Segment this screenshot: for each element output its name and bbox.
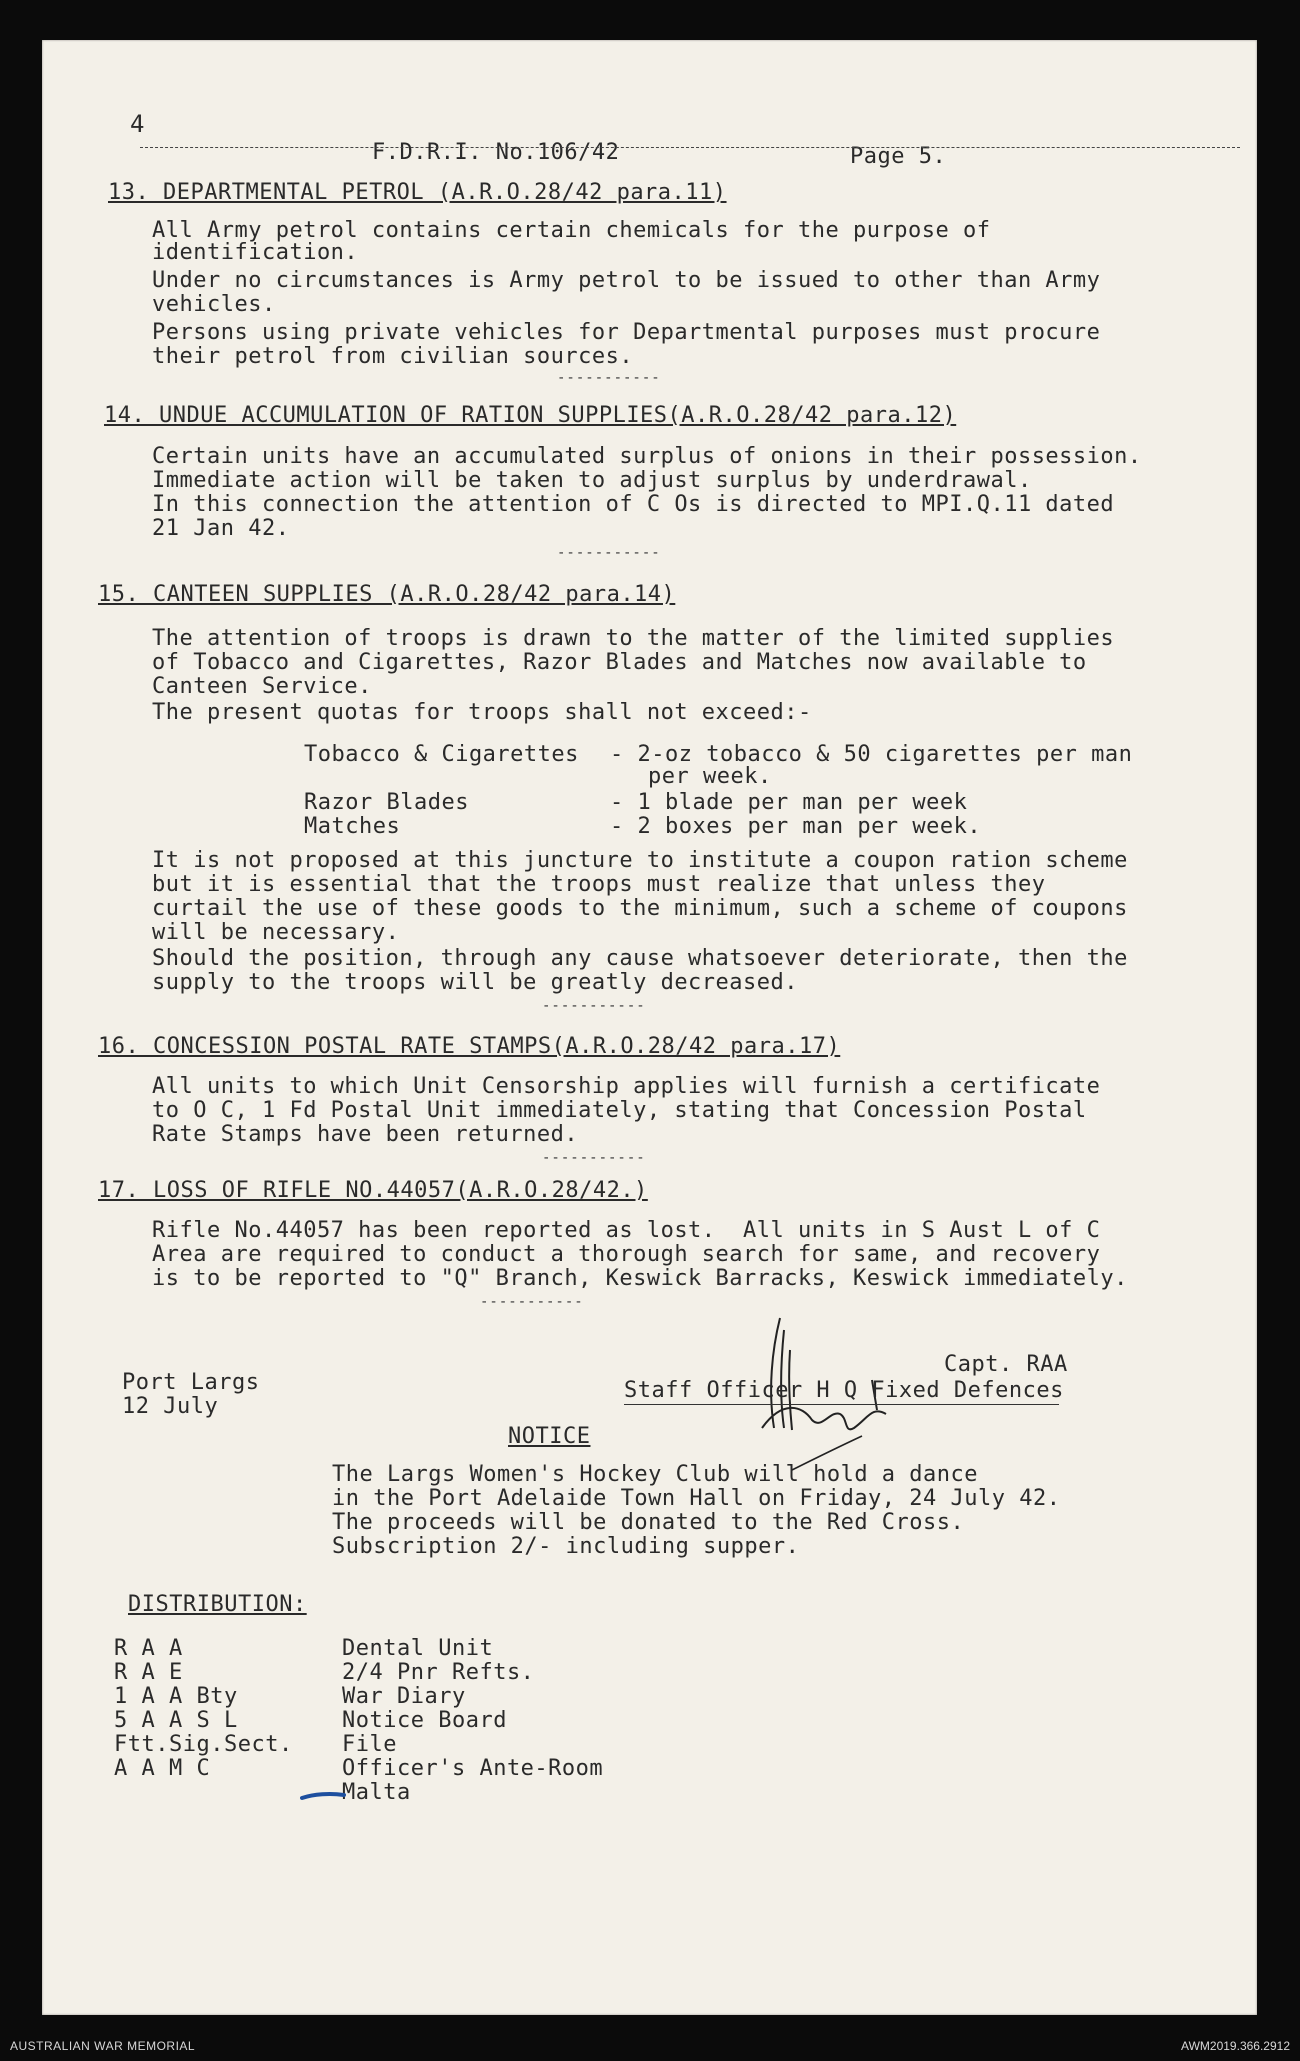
distribution-item: 1 A A Bty	[114, 1684, 238, 1709]
distribution-item: R A E	[114, 1660, 183, 1685]
distribution-item: Notice Board	[342, 1708, 507, 1733]
section-17-line: Area are required to conduct a thorough search for same, and recovery	[152, 1242, 1101, 1267]
section-14-line: Immediate action will be taken to adjust surplus by underdrawal.	[152, 468, 1032, 493]
section-13-line: Persons using private vehicles for Departmental purposes must procure	[152, 320, 1101, 345]
section-14-line: 21 Jan 42.	[152, 516, 290, 541]
section-15-line: The present quotas for troops shall not exceed:-	[152, 700, 812, 725]
section-17-heading: 17. LOSS OF RIFLE NO.44057(A.R.O.28/42.)	[98, 1178, 648, 1203]
document-title: F.D.R.I. No.106/42	[372, 140, 620, 165]
distribution-item: 2/4 Pnr Refts.	[342, 1660, 535, 1685]
notice-line: in the Port Adelaide Town Hall on Friday, 24 July 42.	[332, 1486, 1061, 1511]
separator: -----------	[557, 545, 661, 561]
section-15-line: It is not proposed at this juncture to institute a coupon ration scheme	[152, 848, 1128, 873]
section-13-heading: 13. DEPARTMENTAL PETROL (A.R.O.28/42 para.11)	[108, 180, 727, 205]
section-15-line: curtail the use of these goods to the minimum, such a scheme of coupons	[152, 896, 1128, 921]
section-13-line: vehicles.	[152, 292, 276, 317]
signatory-rank: Capt. RAA	[944, 1352, 1068, 1377]
section-15-line: Canteen Service.	[152, 674, 372, 699]
quota-amount: - 2 boxes per man per week.	[610, 814, 982, 839]
footer-reference: AWM2019.366.2912	[1181, 2039, 1290, 2053]
notice-line: The Largs Women's Hockey Club will hold a dance	[332, 1462, 979, 1487]
date: 12 July	[122, 1394, 219, 1419]
quota-amount: - 2-oz tobacco & 50 cigarettes per man	[610, 742, 1133, 767]
section-13-line: All Army petrol contains certain chemicals for the purpose of	[152, 218, 991, 243]
corner-mark: 4	[130, 110, 145, 138]
footer-archive-name: AUSTRALIAN WAR MEMORIAL	[10, 2039, 196, 2053]
header-rule	[140, 147, 1240, 149]
section-17-line: is to be reported to "Q" Branch, Keswick Barracks, Keswick immediately.	[152, 1266, 1128, 1291]
distribution-item: A A M C	[114, 1756, 211, 1781]
notice-line: Subscription 2/- including supper.	[332, 1534, 800, 1559]
signature-underline	[624, 1404, 1059, 1405]
section-15-heading: 15. CANTEEN SUPPLIES (A.R.O.28/42 para.14)	[98, 582, 676, 607]
signatory-office: Staff Officer H Q Fixed Defences	[624, 1378, 1064, 1403]
separator: -----------	[542, 1150, 646, 1166]
separator: -----------	[542, 998, 646, 1014]
page-number: Page 5.	[850, 144, 947, 169]
section-13-line: identification.	[152, 240, 359, 265]
section-13-line: their petrol from civilian sources.	[152, 344, 634, 369]
separator: -----------	[480, 1294, 584, 1310]
section-17-line: Rifle No.44057 has been reported as lost. All units in S Aust L of C	[152, 1218, 1101, 1243]
place: Port Largs	[122, 1370, 260, 1395]
distribution-item: R A A	[114, 1636, 183, 1661]
distribution-item: War Diary	[342, 1684, 466, 1709]
distribution-item: Malta	[342, 1780, 411, 1805]
notice-line: The proceeds will be donated to the Red Cross.	[332, 1510, 965, 1535]
distribution-item: Officer's Ante-Room	[342, 1756, 604, 1781]
quota-item: Matches	[304, 814, 401, 839]
section-15-line: supply to the troops will be greatly decreased.	[152, 970, 799, 995]
quota-item: Razor Blades	[304, 790, 469, 815]
section-15-line: will be necessary.	[152, 920, 400, 945]
distribution-item: Ftt.Sig.Sect.	[114, 1732, 293, 1757]
distribution-item: File	[342, 1732, 397, 1757]
quota-amount: - 1 blade per man per week	[610, 790, 968, 815]
section-16-line: All units to which Unit Censorship applies will furnish a certificate	[152, 1074, 1101, 1099]
notice-title: NOTICE	[508, 1424, 591, 1449]
distribution-item: 5 A A S L	[114, 1708, 238, 1733]
quota-item: Tobacco & Cigarettes	[304, 742, 579, 767]
distribution-title: DISTRIBUTION:	[128, 1592, 307, 1617]
section-16-heading: 16. CONCESSION POSTAL RATE STAMPS(A.R.O.28/42 para.17)	[98, 1034, 841, 1059]
section-15-line: of Tobacco and Cigarettes, Razor Blades and Matches now available to	[152, 650, 1087, 675]
section-14-line: Certain units have an accumulated surplus of onions in their possession.	[152, 444, 1142, 469]
section-14-heading: 14. UNDUE ACCUMULATION OF RATION SUPPLIES(A.R.O.28/42 para.12)	[104, 403, 957, 428]
section-16-line: to O C, 1 Fd Postal Unit immediately, stating that Concession Postal	[152, 1098, 1087, 1123]
section-14-line: In this connection the attention of C Os is directed to MPI.Q.11 dated	[152, 492, 1115, 517]
section-15-line: Should the position, through any cause whatsoever deteriorate, then the	[152, 946, 1128, 971]
section-15-line: The attention of troops is drawn to the matter of the limited supplies	[152, 626, 1115, 651]
distribution-item: Dental Unit	[342, 1636, 494, 1661]
section-16-line: Rate Stamps have been returned.	[152, 1122, 579, 1147]
document-page	[42, 40, 1257, 2015]
quota-amount: per week.	[648, 764, 772, 789]
separator: -----------	[557, 370, 661, 386]
blue-tick-mark-icon	[300, 1786, 350, 1804]
section-13-line: Under no circumstances is Army petrol to be issued to other than Army	[152, 268, 1101, 293]
section-15-line: but it is essential that the troops must realize that unless they	[152, 872, 1046, 897]
